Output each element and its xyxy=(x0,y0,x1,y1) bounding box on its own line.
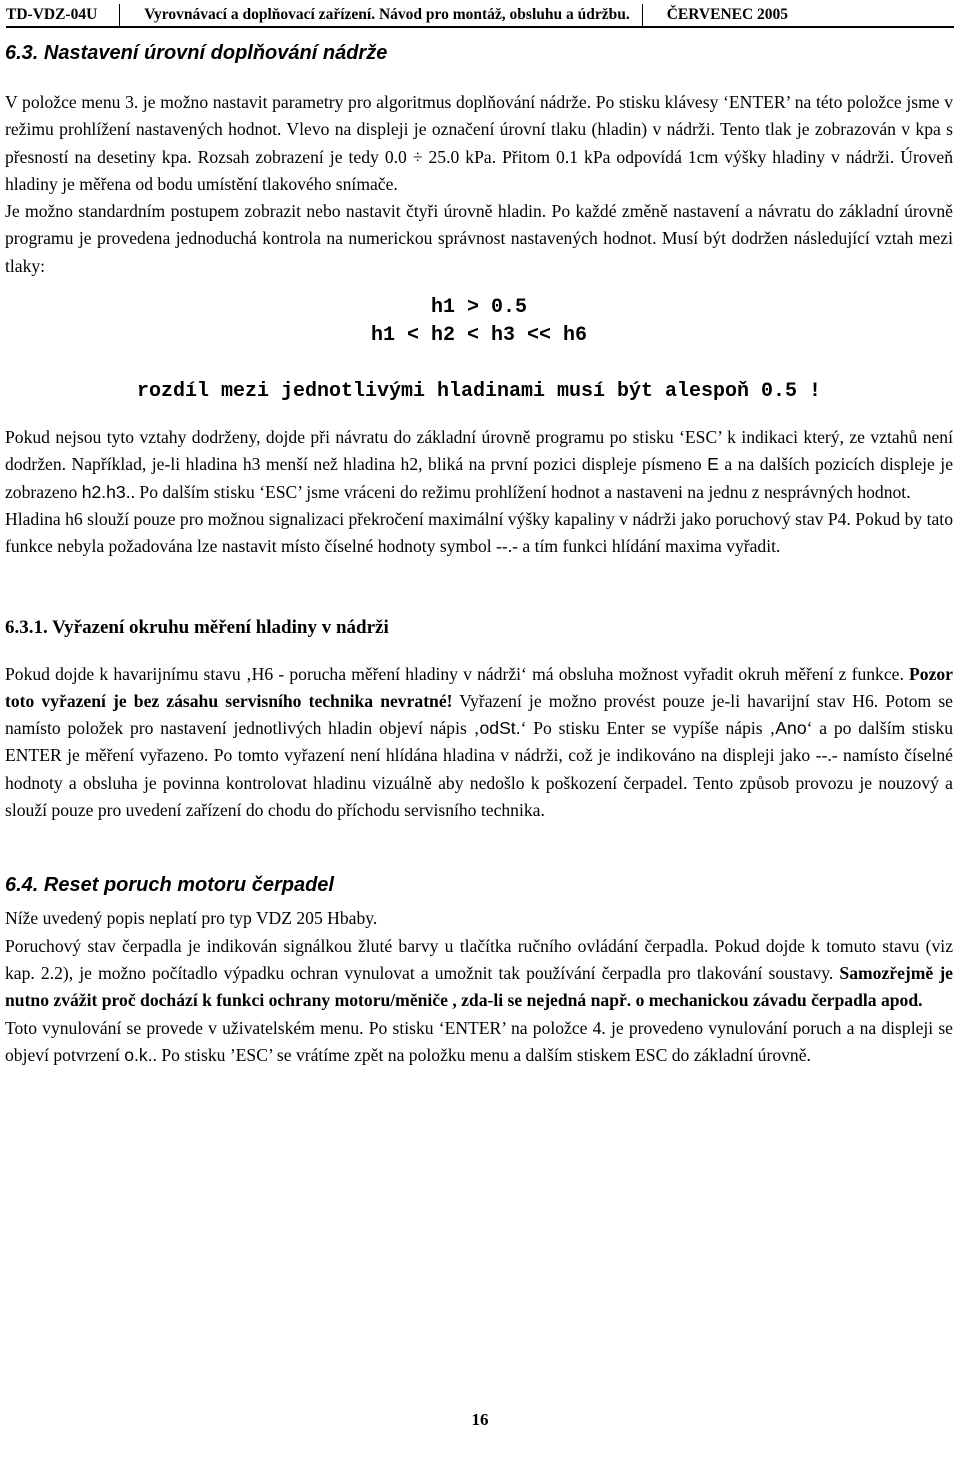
header-date: ČERVENEC 2005 xyxy=(666,6,789,23)
text-run: Pokud nejsou tyto vztahy dodrženy, dojde při návratu do základní úrovně programu po stisku ‘ESC’ k indikaci který, ze vztahů není dodržen. Například, je-li hladina h3 menší než hladina h2, bliká na první pozici displeje písmeno xyxy=(5,427,953,475)
paragraph: Je možno standardním postupem zobrazit nebo nastavit čtyři úrovně hladin. Po každé změně nastavení a návratu do základní úrovně programu je provedena jednoduchá kontrola na numerickou správnost nastavených hodnot. Musí být dodržen následující vztah mezi tlaky: xyxy=(5,201,953,276)
text-run: . Po stisku ’ESC’ se vrátíme zpět na položku menu a dalším stiskem ESC do základní úrovně. xyxy=(152,1044,811,1065)
display-code: h2.h3. xyxy=(81,481,131,502)
bold-warning: Pozor toto vyřazení je bez zásahu servisního technika nevratné! xyxy=(5,663,953,711)
formula-line: rozdíl mezi jednotlivými hladinami musí být alespoň 0.5 ! xyxy=(136,380,822,404)
text-run: Pokud dojde k havarijnímu stavu ‚H6 - porucha měření hladiny v nádrži‘ má obsluha možnost vyřadit okruh měření z funkce. xyxy=(5,663,910,684)
page-number: 16 xyxy=(471,1410,489,1429)
header-title: Vyrovnávací a doplňovací zařízení. Návod pro montáž, obsluhu a údržbu. xyxy=(144,6,630,23)
text-run: a na dalších pozicích displeje je zobrazeno xyxy=(5,454,954,502)
paragraph xyxy=(5,933,953,1015)
paragraph: V položce menu 3. je možno nastavit parametry pro algoritmus doplňování nádrže. Po stisku klávesy ‘ENTER’ na této položce jsme v režimu prohlížení nastavených hodnot. Vlevo na displeji je označení úrovní tlaku (hladin) v nádrži. Tento tlak je zobrazován v kpa s přesností na desetiny kpa. Rozsah zobrazení je tedy 0.0 ÷ 25.0 kPa. Přitom 0.1 kPa odpovídá 1cm výšky hladiny v nádrži. Úroveň hladiny je měřena od bodu umístění tlakového snímače. xyxy=(5,92,953,194)
text-run: . Po dalším stisku ‘ESC’ jsme vráceni do režimu prohlížení hodnot a nastaveni na jednu z nesprávných hodnot. xyxy=(130,481,911,502)
bold-note: Samozřejmě je nutno zvážit proč dochází k funkci ochrany motoru/měniče , zda-li se nejedná např. o mechanickou závadu čerpadla apod. xyxy=(5,962,953,1011)
page-header xyxy=(6,4,954,28)
page-content xyxy=(5,42,953,1069)
paragraph xyxy=(5,1015,953,1070)
section-heading-6-3: 6.3. Nastavení úrovní doplňování nádrže xyxy=(5,42,388,64)
display-code: o.k. xyxy=(124,1044,153,1065)
display-code: Ano xyxy=(775,718,807,739)
text-run: ‘ Po stisku Enter se vypíše nápis ‚ xyxy=(520,718,776,739)
text-run: ‘ a po dalším stisku ENTER je měření vyřazeno. Po tomto vyřazení není hlídána hladina v nádrži, což je indikováno na displeji jako --.- namísto číselné hodnoty a obsluha je povinna kontrolovat hladinu vizuálně aby nedošlo k poškození čerpadel. Tento způsob provozu je nouzový a slouží pouze pro uvedení zařízení do chodu do příchodu servisního technika. xyxy=(5,718,953,821)
paragraph xyxy=(5,424,953,506)
paragraph xyxy=(5,661,953,825)
text-run: Toto vynulování se provede v uživatelském menu. Po stisku ‘ENTER’ na položce 4. je provedeno vynulování poruch a na displeji se objeví potvrzení xyxy=(5,1017,953,1065)
formula-line: h1 > 0.5 xyxy=(430,296,527,320)
paragraph: Hladina h6 slouží pouze pro možnou signalizaci překročení maximální výšky kapaliny v nádrži jako poruchový stav P4. Pokud by tato funkce nebyla požadována lze nastavit místo číselné hodnoty symbol --.- a tím funkci hlídání maxima vyřadit. xyxy=(5,508,953,557)
header-doc-id: TD-VDZ-04U xyxy=(6,6,98,23)
text-run: Poruchový stav čerpadla je indikován signálkou žluté barvy u tlačítka ručního ovládání čerpadla. Pokud dojde k tomuto stavu (viz kap. 2.2), je možno počítadlo výpadku ochran vynulovat a umožnit tak používání čerpadla pro tlakování soustavy. xyxy=(5,935,953,983)
text-run: Vyřazení je možno provést pouze je-li havarijní stav H6. Potom se namísto položek pro nastavení jednotlivých hladin objeví nápis ‚ xyxy=(5,690,953,739)
paragraph: Níže uvedený popis neplatí pro typ VDZ 205 Hbaby. xyxy=(5,908,378,929)
section-heading-6-4: 6.4. Reset poruch motoru čerpadel xyxy=(5,874,334,897)
formula-line: h1 < h2 < h3 << h6 xyxy=(370,324,588,348)
display-code: odSt. xyxy=(479,718,521,739)
section-heading-6-3-1: 6.3.1. Vyřazení okruhu měření hladiny v nádrži xyxy=(5,616,389,638)
display-code: E xyxy=(707,454,719,475)
